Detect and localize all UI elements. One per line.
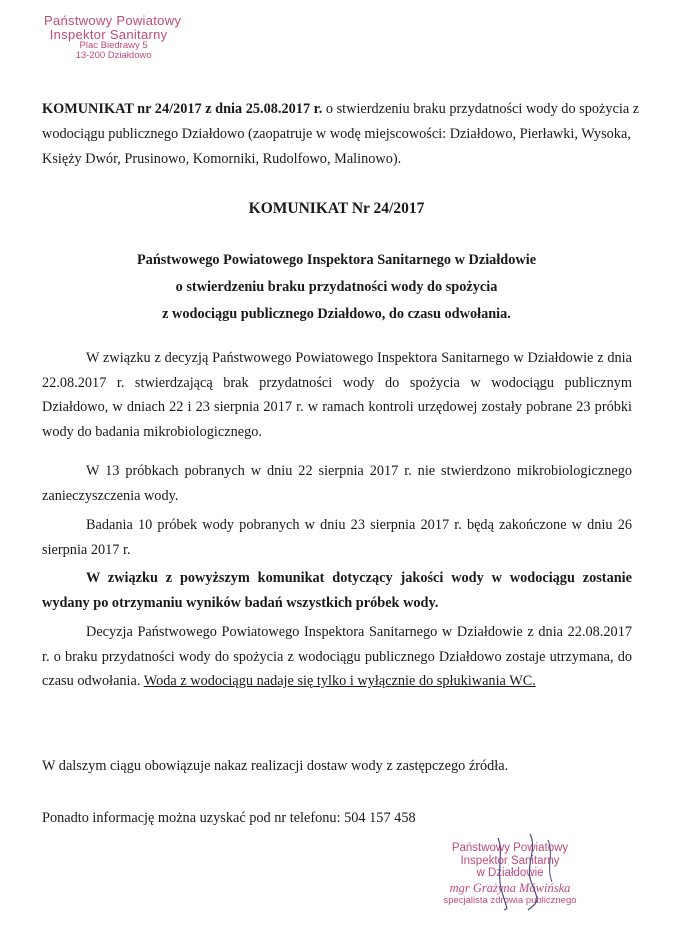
paragraph-5-text: Decyzja Państwowego Powiatowego Inspektora Sanitarnego w Działdowie z dnia 22.08.2017 r. o braku przydatności wody do spożycia z wodociągu publicznego Działdowo zostaje utrzymana, do czasu odwołania. — [42, 624, 632, 689]
paragraph-7: Ponadto informację można uzyskać pod nr telefonu: 504 157 458 — [42, 810, 416, 826]
stamp-line: Państwowy Powiatowy — [44, 13, 182, 28]
subtitle-line: o stwierdzeniu braku przydatności wody do spożycia — [175, 279, 498, 295]
stamp-address: Plac Biedrawy 5 — [79, 40, 148, 52]
intro-text: o stwierdzeniu braku przydatności wody do spożycia z wodociągu publicznego Działdowo (zaopatruje w wodę miejscowości: Działdowo, Pierławki, Wysoka, Księży Dwór, Prusinowo, Komorniki, Rudolfowo, Malinowo). — [42, 101, 640, 167]
intro-bold: KOMUNIKAT nr 24/2017 z dnia 25.08.2017 r. — [42, 101, 323, 117]
paragraph-6: W dalszym ciągu obowiązuje nakaz realizacji dostaw wody z zastępczego źródła. — [42, 758, 509, 774]
office-stamp — [36, 14, 181, 61]
paragraph-3: Badania 10 próbek wody pobranych w dniu 23 sierpnia 2017 r. będą zakończone w dniu 26 sierpnia 2017 r. — [42, 517, 632, 558]
subtitle-line: z wodociągu publicznego Działdowo, do czasu odwołania. — [162, 306, 511, 322]
stamp-line: Państwowy Powiatowy — [451, 842, 569, 854]
paragraph-1: W związku z decyzją Państwowego Powiatowego Inspektora Sanitarnego w Działdowie z dnia 22.08.2017 r. stwierdzającą brak przydatności wody do spożycia w wodociągu publicznym Działdowo, w dniach 22 i 23 sierpnia 2017 r. w ramach kontroli urzędowej zostały pobrane 23 próbki wody do badania mikrobiologicznego. — [42, 350, 632, 440]
stamp-line: Inspektor Sanitarny — [460, 854, 560, 867]
document-subtitle — [0, 247, 673, 328]
intro-paragraph — [42, 97, 642, 172]
paragraph-2: W 13 próbkach pobranych w dniu 22 sierpnia 2017 r. nie stwierdzono mikrobiologicznego zanieczyszczenia wody. — [42, 463, 632, 504]
signatory-role: specjalista zdrowia publicznego — [443, 894, 577, 906]
paragraph-5 — [42, 620, 632, 694]
stamp-line: Inspektor Sanitarny — [49, 26, 168, 42]
subtitle-line: Państwowego Powiatowego Inspektora Sanitarnego w Działdowie — [136, 252, 537, 268]
stamp-line: w Działdowie — [476, 867, 544, 880]
handwritten-signature — [468, 832, 578, 912]
paragraph-5-underlined: Woda z wodociągu nadaje się tylko i wyłącznie do spłukiwania WC. — [143, 673, 536, 689]
stamp-postcode: 13-200 Działdowo — [75, 50, 152, 62]
document-title: KOMUNIKAT Nr 24/2017 — [248, 200, 425, 217]
signatory-name: mgr Grażyna Mówińska — [449, 880, 571, 895]
paragraph-4: W związku z powyższym komunikat dotyczący jakości wody w wodociągu zostanie wydany po otrzymaniu wyników badań wszystkich próbek wody. — [42, 570, 632, 611]
